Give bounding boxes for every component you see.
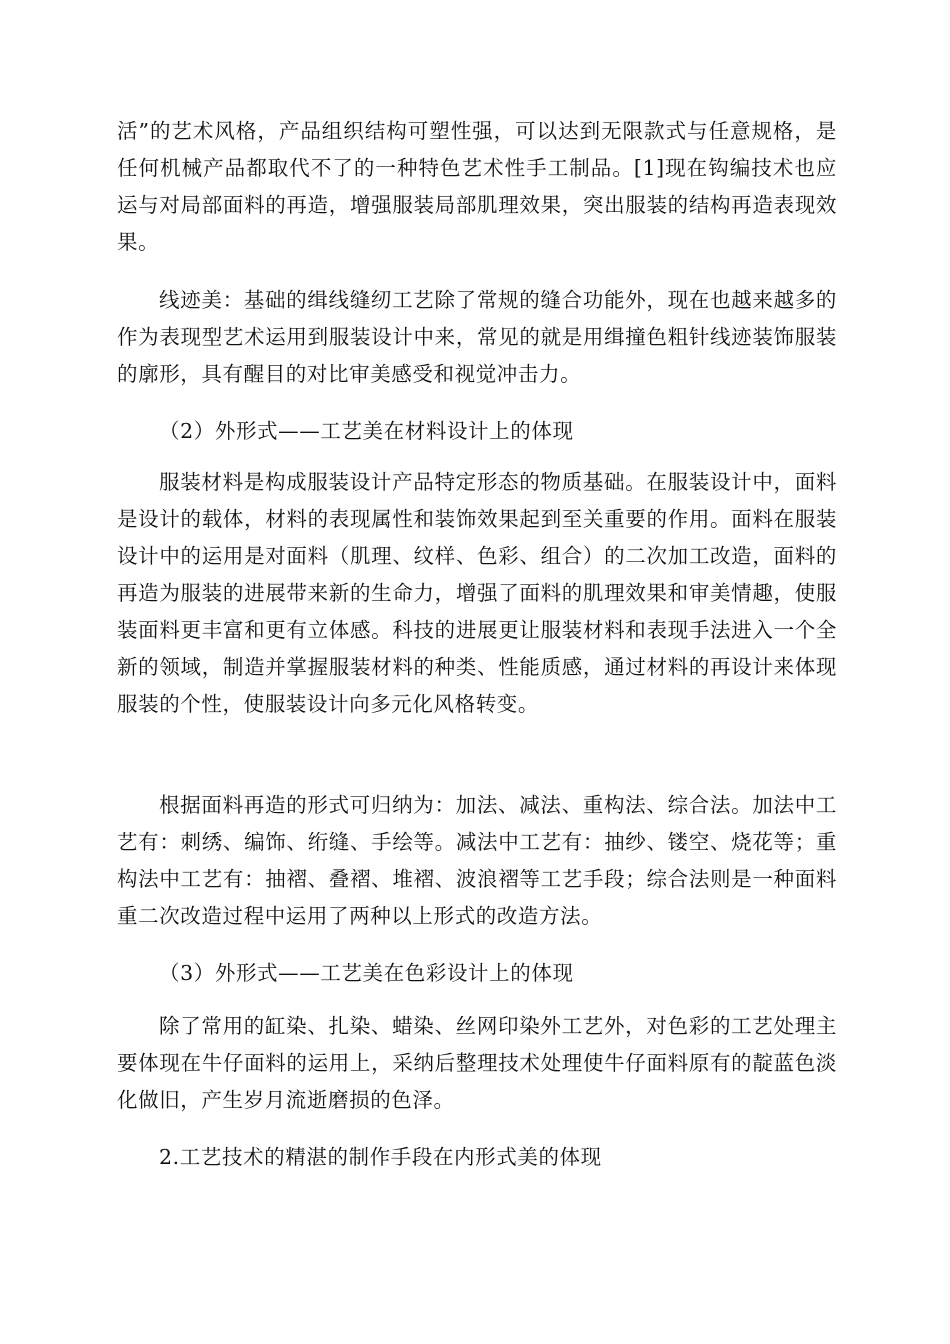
section-heading-inner-form: 2.工艺技术的精湛的制作手段在内形式美的体现 xyxy=(159,1145,602,1169)
paragraph-dyeing-techniques: 除了常用的缸染、扎染、蜡染、丝网印染外工艺外，对色彩的工艺处理主要体现在牛仔面料的运用上，采纳后整理技术处理使牛仔面料原有的靛蓝色淡化做旧，产生岁月流逝磨损的色泽。 xyxy=(117,1014,837,1112)
paragraph-clothing-materials: 服装材料是构成服装设计产品特定形态的物质基础。在服装设计中，面料是设计的载体，材料的表现属性和装饰效果起到至关重要的作用。面料在服装设计中的运用是对面料（肌理、纹样、色彩、组合）的二次加工改造，面料的再造为服装的进展带来新的生命力，增强了面料的肌理效果和审美情趣，使服装面料更丰富和更有立体感。科技的进展更让服装材料和表现手法进入一个全新的领域，制造并掌握服装材料的种类、性能质感，通过材料的再设计来体现服装的个性，使服装设计向多元化风格转变。 xyxy=(117,470,837,716)
paragraph-crochet-craft: 活”的艺术风格，产品组织结构可塑性强，可以达到无限款式与任意规格，是任何机械产品都取代不了的一种特色艺术性手工制品。[1]现在钩编技术也应运与对局部面料的再造，增强服装局部肌理效果，突出服装的结构再造表现效果。 xyxy=(117,119,837,254)
section-heading-material-design: （2）外形式——工艺美在材料设计上的体现 xyxy=(159,419,574,443)
paragraph-fabric-remaking-forms: 根据面料再造的形式可归纳为：加法、减法、重构法、综合法。加法中工艺有：刺绣、编饰、绗缝、手绘等。减法中工艺有：抽纱、镂空、烧花等；重构法中工艺有：抽褶、叠褶、堆褶、波浪褶等工艺手段；综合法则是一种面料重二次改造过程中运用了两种以上形式的改造方法。 xyxy=(117,793,837,928)
paragraph-stitch-beauty: 线迹美：基础的缉线缝纫工艺除了常规的缝合功能外，现在也越来越多的作为表现型艺术运用到服装设计中来，常见的就是用缉撞色粗针线迹装饰服装的廓形，具有醒目的对比审美感受和视觉冲击力。 xyxy=(117,288,837,386)
section-heading-color-design: （3）外形式——工艺美在色彩设计上的体现 xyxy=(159,961,574,985)
